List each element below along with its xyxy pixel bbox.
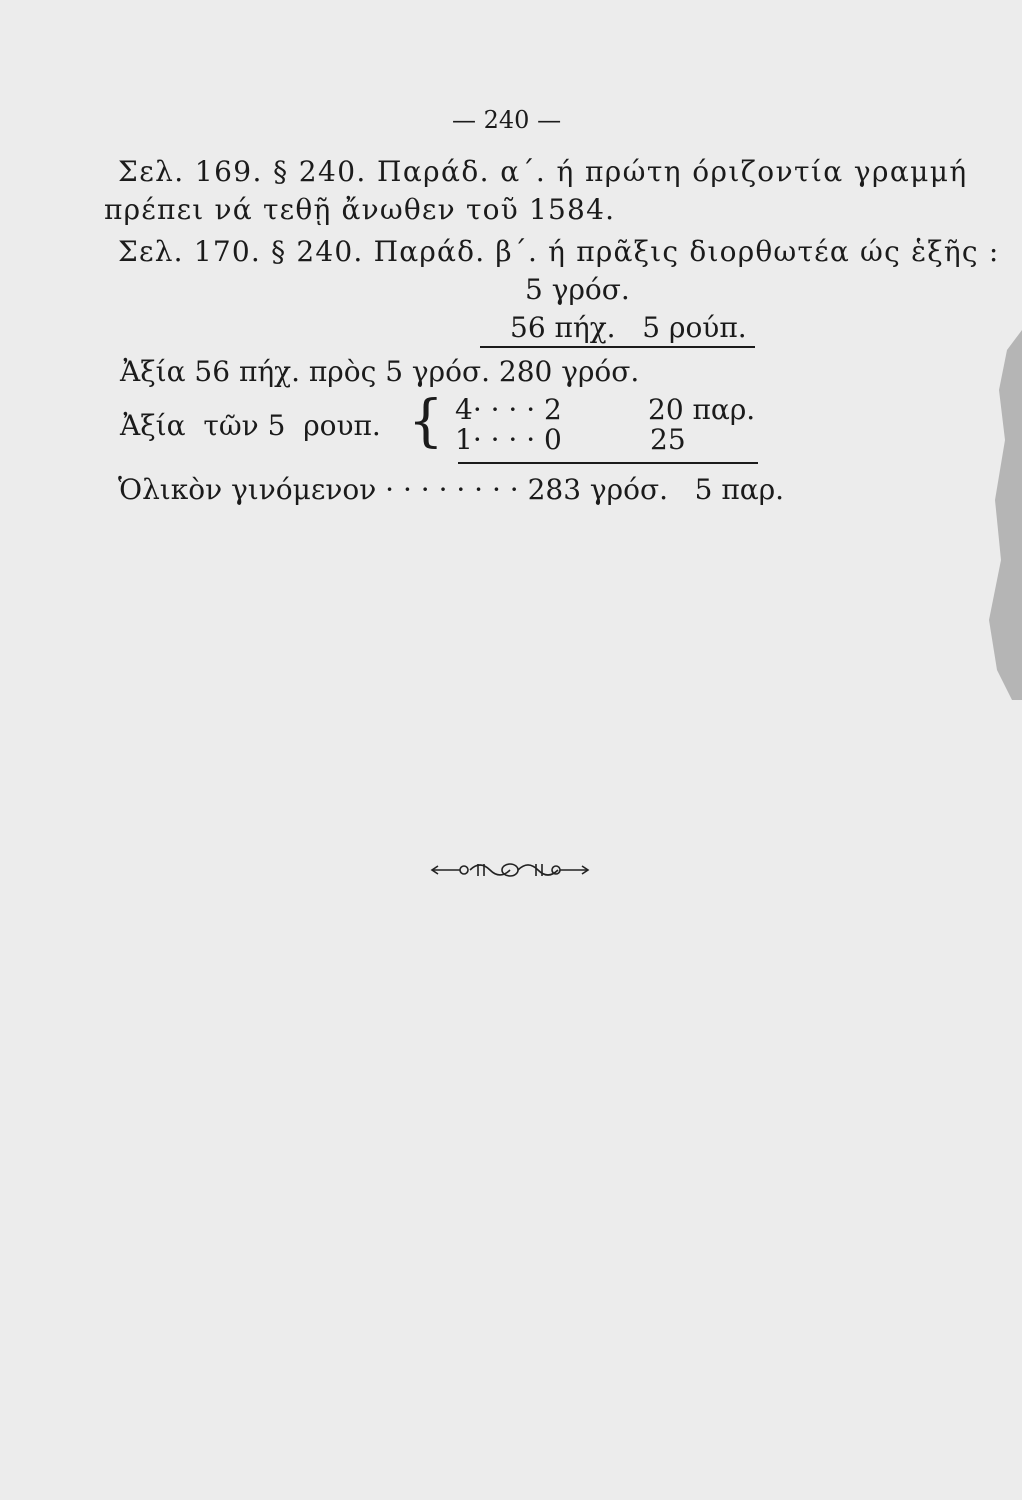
curly-brace: { <box>408 389 444 454</box>
subtotal-row-2-left: 1· · · · 0 <box>455 423 562 456</box>
rate-line: 5 γρόσ. <box>525 273 630 306</box>
sum-rule-2 <box>458 462 758 464</box>
subtotal-row-2-right: 25 <box>650 423 686 456</box>
subtotal-row-1-right: 20 παρ. <box>648 393 756 426</box>
value-line: Ἀξία 56 πήχ. πρὸς 5 γρόσ. 280 γρόσ. <box>120 355 640 388</box>
decorative-ornament <box>430 858 590 882</box>
sum-rule-1 <box>480 346 755 348</box>
page-edge-stain <box>977 330 1022 700</box>
correction-line-2: πρέπει νά τεθῇ ἄνωθεν τοῦ 1584. <box>104 193 616 226</box>
quantity-line: 56 πήχ. 5 ρούπ. <box>510 311 747 344</box>
value-label: Ἀξία τῶν 5 ρουπ. <box>120 409 381 442</box>
correction-line-1: Σελ. 169. § 240. Παράδ. α΄. ή πρώτη όριζοντία γραμμή <box>118 155 968 188</box>
total-line: Ὁλικὸν γινόμενον · · · · · · · · 283 γρόσ. 5 παρ. <box>118 473 785 506</box>
subtotal-row-1-left: 4· · · · 2 <box>455 393 562 426</box>
correction-line-3: Σελ. 170. § 240. Παράδ. β΄. ή πρᾶξις διορθωτέα ώς ἑξῆς : <box>118 235 1000 268</box>
page-number: — 240 — <box>452 106 562 134</box>
